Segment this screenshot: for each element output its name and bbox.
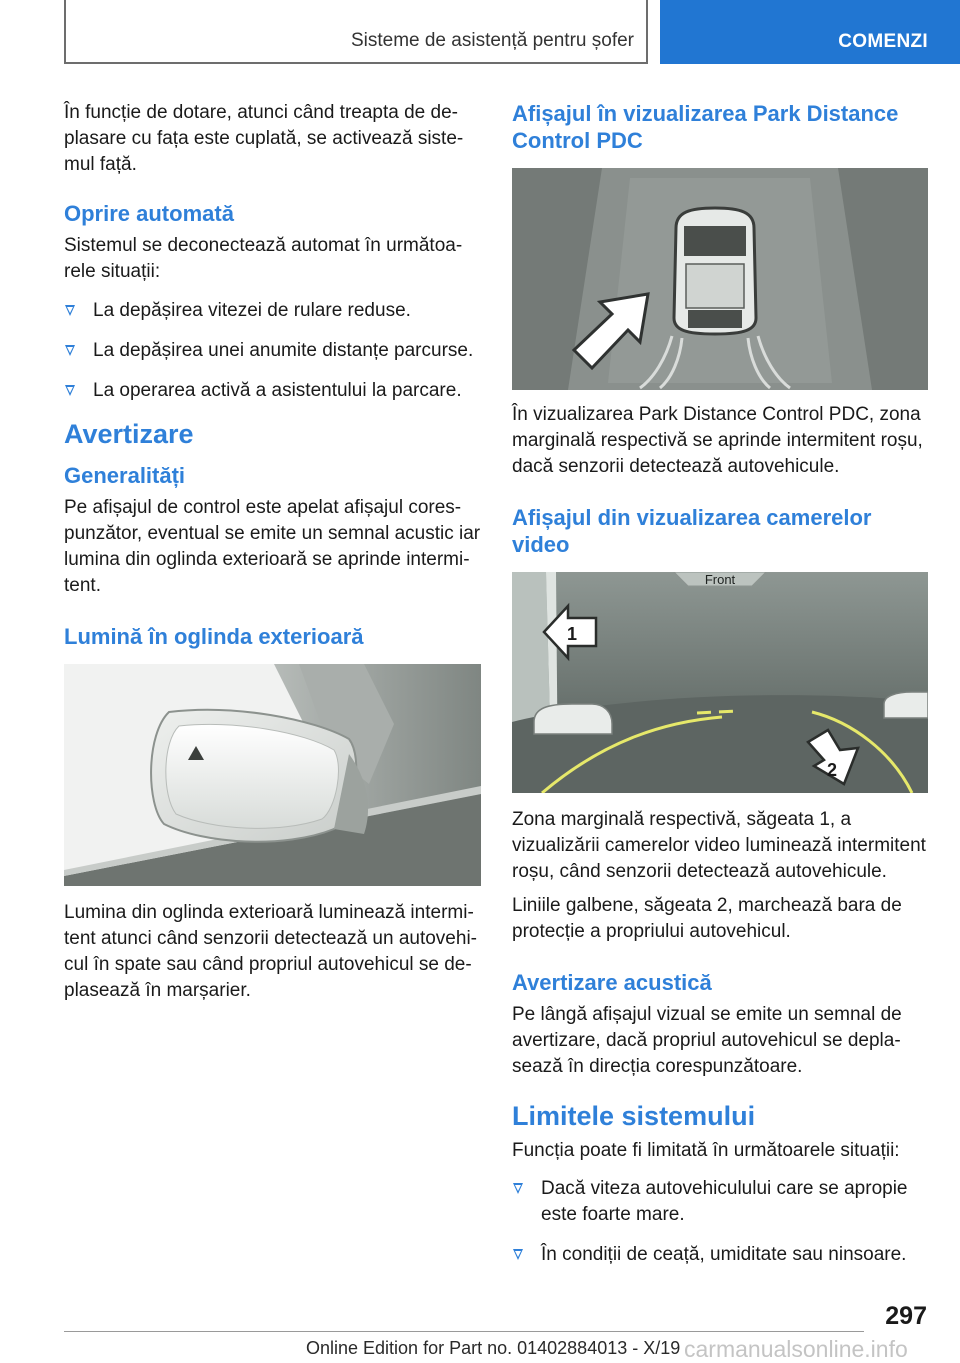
section-tab-label: COMENZI (838, 31, 928, 52)
camera-display-illustration (512, 572, 928, 793)
heading-general: Generalități (64, 463, 186, 488)
bullet-triangle-icon (65, 385, 75, 396)
mirror-caption: Lumina din oglinda exterioară luminează intermitent atunci când senzorii detectează un autovehicul în spate sau când propriul autovehicul se deplasează în marșarier. (64, 902, 477, 1001)
left-column (64, 100, 481, 1004)
list-item-text: În condiții de ceață, umiditate sau ninsoare. (541, 1244, 907, 1265)
heading-auto-off: Oprire automată (64, 201, 234, 226)
heading-system-limits: Limitele sistemului (512, 1101, 756, 1131)
limits-list (512, 1176, 928, 1268)
chapter-title: Sisteme de asistență pentru șofer (350, 30, 634, 51)
list-item-text: La operarea activă a asistentului la parcare. (93, 380, 462, 401)
heading-mirror-light: Lumină în oglinda exterioară (64, 624, 364, 649)
pdc-caption: În vizualizarea Park Distance Control PDC, zona marginală respectivă se aprinde intermitent roșu, dacă senzorii detectează autovehicule. (512, 404, 923, 477)
mirror-illustration (64, 664, 481, 886)
header-frame (64, 0, 648, 64)
section-tab[interactable] (660, 0, 960, 64)
auto-off-text: Sistemul se deconectează automat în următoarele situații: (64, 235, 463, 282)
arrow-1-label: 1 (566, 624, 578, 644)
bullet-triangle-icon (513, 1249, 523, 1260)
list-item (64, 338, 481, 364)
list-item-text: La depășirea vitezei de rulare reduse. (93, 300, 411, 321)
right-column (512, 100, 928, 1282)
bullet-triangle-icon (65, 345, 75, 356)
bullet-triangle-icon (513, 1183, 523, 1194)
camera-caption-1: Zona marginală respectivă, săgeata 1, a vizualizării camerelor video luminează intermitent roșu, când senzorii detectează autovehicule. (512, 809, 926, 882)
bullet-triangle-icon (65, 305, 75, 316)
camera-caption-2: Liniile galbene, săgeata 2, marchează bara de protecție a propriului autovehicul. (512, 895, 902, 942)
list-item (512, 1242, 928, 1268)
auto-off-list (64, 298, 481, 404)
footer-edition: Online Edition for Part no. 01402884013 - X/19 (306, 1338, 681, 1358)
list-item (64, 378, 481, 404)
heading-acoustic-warning: Avertizare acustică (512, 970, 712, 995)
arrow-2-label: 2 (826, 760, 838, 780)
limits-text: Funcția poate fi limitată în următoarele situații: (512, 1140, 900, 1161)
heading-warning: Avertizare (64, 419, 194, 449)
heading-camera-view: Afișajul din vizualizarea camerelor video (512, 505, 872, 557)
heading-pdc-view: Afișajul în vizualizarea Park Distance Control PDC (512, 101, 899, 153)
list-item-text: La depășirea unei anumite distanțe parcurse. (93, 340, 474, 361)
footer-divider (64, 1331, 864, 1332)
general-text: Pe afișajul de control este apelat afișajul corespunzător, eventual se emite un semnal acustic iar lumina din oglinda exterioară se aprinde intermitent. (64, 497, 481, 596)
intro-paragraph: În funcție de dotare, atunci când treapta de deplasare cu fața este cuplată, se activează sistemul față. (64, 102, 464, 175)
watermark: carmanualsonline.info (684, 1336, 908, 1362)
list-item (512, 1176, 928, 1228)
list-item-text: Dacă viteza autovehiculului care se apropie este foarte mare. (541, 1178, 908, 1225)
list-item (64, 298, 481, 324)
acoustic-text: Pe lângă afișajul vizual se emite un semnal de avertizare, dacă propriul autovehicul se deplasează în direcția corespunzătoare. (512, 1004, 902, 1077)
page-number: 297 (885, 1302, 927, 1330)
front-label: Front (704, 572, 736, 587)
pdc-display-illustration (512, 168, 928, 390)
